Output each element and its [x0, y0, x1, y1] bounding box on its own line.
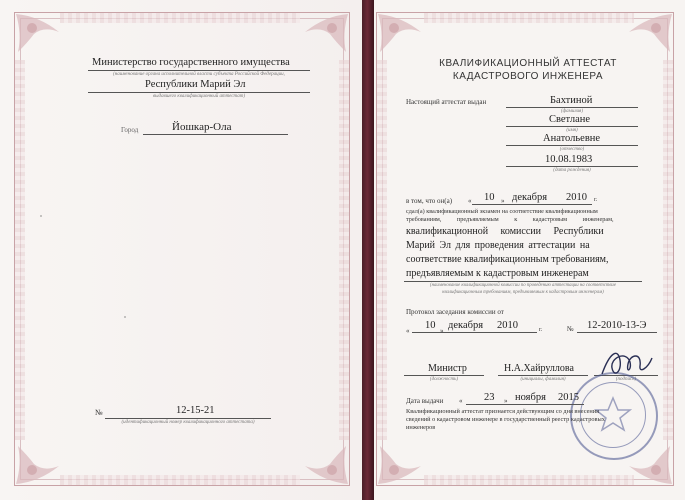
patronymic-value: Анатольевне: [543, 133, 601, 144]
surname-underline: [506, 107, 638, 108]
left-left-border: [15, 60, 25, 440]
ornament-corner-icon: [300, 440, 350, 486]
number-underline: [105, 418, 271, 419]
protocol-year: 2010: [497, 320, 518, 331]
issued-label: Настоящий аттестат выдан: [406, 98, 487, 106]
right-page: [374, 0, 685, 500]
protocol-label: Протокол заседания комиссии от: [406, 308, 504, 316]
position-caption: (должность): [429, 377, 459, 382]
issue-year: 2015: [558, 392, 579, 403]
ministry-underline: [88, 70, 310, 71]
ornament-corner-icon: [376, 440, 426, 486]
certificate-title-line2: КАДАСТРОВОГО ИНЖЕНЕРА: [452, 71, 604, 82]
validity-line2: сведений о кадастровом инженере в государственный реестр кадастровых: [406, 416, 605, 423]
ministry-underline2: [88, 92, 310, 93]
city-value: Йошкар-Ола: [172, 121, 232, 133]
city-underline: [143, 134, 288, 135]
protocol-month: декабря: [448, 320, 484, 331]
protocol-quote-close: »: [440, 327, 444, 335]
number-caption: (идентификационный номер квалификационного аттестата): [121, 420, 255, 425]
exam-month: декабря: [512, 192, 548, 203]
surname-caption: (фамилия): [560, 109, 584, 114]
commission-caption1: (наименование квалификационной комиссии по проведению аттестации на соответствие: [430, 283, 616, 288]
protocol-number-label: №: [567, 325, 574, 333]
issue-quote-close: »: [504, 397, 508, 405]
issue-day: 23: [484, 392, 495, 403]
patronymic-underline: [506, 145, 638, 146]
ornament-corner-icon: [14, 440, 64, 486]
protocol-day: 10: [425, 320, 436, 331]
exam-quote-close: »: [501, 197, 505, 205]
number-label: №: [95, 408, 103, 417]
exam-quote-open: «: [468, 197, 472, 205]
birth-date-underline: [506, 166, 638, 167]
exam-day: 10: [484, 192, 495, 203]
speck: [124, 316, 126, 318]
commission-line1: квалификационной комиссии Республики: [406, 226, 604, 237]
right-top-border: [424, 13, 634, 23]
binding-spine: [362, 0, 374, 500]
issue-quote-open: «: [459, 397, 463, 405]
commission-line4: предъявляемым к кадастровым инженерам: [406, 268, 589, 279]
exam-intro: в том, что он(а): [406, 197, 453, 205]
left-top-border: [60, 13, 300, 23]
right-right-border: [663, 60, 673, 440]
issue-date-underline: [466, 404, 584, 405]
ornament-corner-icon: [624, 12, 674, 58]
ministry-caption2: выдавшего квалификационный аттестат): [152, 94, 245, 99]
right-left-border: [377, 60, 387, 440]
left-right-border: [339, 60, 349, 440]
signer-position: Министр: [428, 363, 467, 374]
exam-date-underline: [472, 204, 592, 205]
protocol-quote-open: «: [406, 327, 410, 335]
left-bottom-border: [60, 475, 300, 485]
protocol-year-suffix: г.: [539, 327, 543, 333]
exam-year-suffix: г.: [594, 197, 598, 203]
ministry-name-line2: Республики Марий Эл: [145, 79, 246, 90]
commission-caption2: квалификационным требованиям, предъявляемым к кадастровым инженерам): [442, 290, 604, 295]
protocol-date-underline: [412, 332, 537, 333]
ministry-caption: (наименование органа исполнительной власти субъекта Российской Федерации,: [113, 72, 285, 77]
right-bottom-border: [424, 475, 634, 485]
issue-date-label: Дата выдачи: [406, 397, 444, 405]
signer-name-underline: [498, 375, 588, 376]
exam-text-line1: сдал(а) квалификационный экзамен на соответствие квалификационным: [406, 208, 598, 215]
signer-name-caption: (инициалы, фамилия): [520, 377, 566, 382]
ministry-name-line1: Министерство государственного имущества: [92, 57, 290, 68]
commission-underline: [404, 281, 642, 282]
commission-line2: Марий Эл для проведения аттестации на: [406, 240, 590, 251]
name-underline: [506, 126, 638, 127]
certificate-title-line1: КВАЛИФИКАЦИОННЫЙ АТТЕСТАТ: [439, 58, 617, 69]
birth-date-value: 10.08.1983: [545, 154, 593, 165]
validity-line3: инженеров: [406, 424, 436, 431]
protocol-number-underline: [577, 332, 657, 333]
birth-date-caption: (дата рождения): [553, 168, 591, 173]
signer-name: Н.А.Хайруллова: [504, 363, 574, 374]
speck: [40, 215, 42, 217]
certificate-number: 12-15-21: [176, 405, 215, 416]
name-caption: (имя): [566, 128, 578, 133]
ornament-corner-icon: [376, 12, 426, 58]
name-value: Светлане: [549, 114, 591, 125]
signature-icon: [596, 344, 656, 384]
ornament-corner-icon: [300, 12, 350, 58]
position-underline: [404, 375, 484, 376]
city-label: Город: [121, 126, 139, 134]
ornament-corner-icon: [14, 12, 64, 58]
validity-line1: Квалификационный аттестат признается действующим со дня внесения: [406, 408, 600, 415]
protocol-number: 12-2010-13-Э: [587, 320, 647, 331]
surname-value: Бахтиной: [550, 95, 593, 106]
exam-text-line2: требованиям, предъявляемым к кадастровым инженерам,: [406, 216, 614, 223]
commission-line3: соответствие квалификационным требованиям,: [406, 254, 609, 265]
exam-year: 2010: [566, 192, 587, 203]
issue-month: ноября: [515, 392, 546, 403]
signature-caption: (подпись): [615, 377, 637, 382]
patronymic-caption: (отчество): [559, 147, 585, 152]
